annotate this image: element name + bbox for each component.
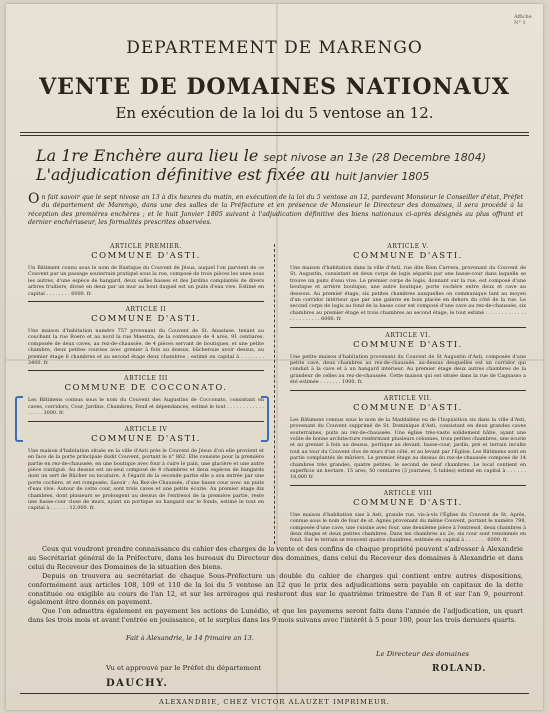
article-description: Une maison d'habitation sise à Asti, grande rue, vis-à-vis l'Église du Couvent de St. Après, connue sous le nom de four de st. Agnès provenant du même Couvent, portant le numéro 798, composée d'une cave, une cuisine avec four, une deuxième pièce à l'entresol, deux chambres à deux étages et deux petites chambres. Dans les chambres au 2e, six cour sont renommés en fond. Sur le terrain se trouvent quatre chambres, estimée en capital à . . . . . . . 6000. fr.	[290, 511, 526, 544]
conditions-paragraph: Ceux qui voudront prendre connaissance du cahier des charges de la vente et des confins de chaque propriété peuvent s'adresser à Alexandrie au Secrétariat général de la Préfecture, dans les bureaux du Directeur des domaines, dans celui du Receveur des domaines à Alexandrie et dans celui du Receveur des Domaines de la situation des biens.	[28, 545, 523, 571]
article-number: ARTICLE II	[125, 306, 167, 314]
article-block	[290, 332, 526, 386]
article-number: ARTICLE III	[124, 375, 168, 383]
article-separator	[28, 370, 264, 371]
article-commune: COMMUNE D'ASTI.	[91, 251, 201, 261]
final-adjudication-prefix: L'adjudication définitive est fixée au	[36, 165, 331, 184]
conditions-paragraph: Depuis on trouvera au secrétariat de chaque Sous-Préfecture un double du cahier de charges qui contient entre autres dispositions, conformément aux articles 108, 109 et 110 de la loi du 5 ventose an 12 que le prix des adjudications sera payable en capitaux de la dette constituée ou exigible au cours de l'an 12, et sur les arrérages qui resteront dus sur le quatrième trimestre de l'an 8 et sur l'an 9, pourront également être donnés en payement.	[28, 571, 523, 607]
director-label: Le Directeur des domaines	[376, 650, 469, 658]
archive-cote: Affiche N° 1	[514, 14, 532, 26]
approval-line: Vu et approuvé par le Préfet du département	[106, 664, 262, 672]
final-adjudication-date-handwritten: huit Janvier 1805	[335, 170, 430, 183]
article-commune: COMMUNE D'ASTI.	[353, 402, 463, 413]
article-separator	[290, 327, 526, 328]
article-description: Les Bâtimens connus sous le nom de la Maddalène ou de l'Inquisition sis dans la ville d'Asti, provenant du Couvent supprimé de St. Dominique d'Asti, consistant en deux grandes caves souterraines, puits au rez-de-chaussée. Une église très-vaste solidement bâtie, ayant une voûte de bonne architecture renfermant plusieurs colonnes, trois petites chambres, une écurie et au grenier à foin au dessus, portique au devant, basse-cour, jardin, pré et terrain inculte tout au tour du Couvent clos de murs d'un côté, et au levant par l'Église. Les Bâtimens sont en partie complantés de mûriers. Le premier étage au dessus du rez-de-chaussée composé de 14 chambres très grandes, quatre petites, le second de neuf chambres. Le local contient en superficie un hectare, 15 ares, 50 centiares (3 journées, 5 tables) estimé en capital à . . . . . . 18,000 fr.	[290, 416, 527, 481]
article-block	[290, 395, 526, 481]
article-description: Un Bâtiment connu sous le nom de Rustique du Couvent de Jésus, auquel l'on parvient de ce Couvent par un passage souterrain pratiqué sous la rue, composé de trois pièces les unes sous les autres, d'une espèce de hangard, deux salles basses et des Jardins complantés de divers arbres fruitiers, divisé en deux par un mur au bout duquel est un puits d'eau vive. Estimé en capital . . . . . . . . 6000. fr.	[28, 265, 264, 297]
article-block	[28, 426, 264, 512]
conditions-text	[28, 545, 523, 625]
article-separator	[28, 421, 264, 422]
article-description: Une maison d'habitation située en la ville d'Asti près le Couvent de Jésus d'où elle provient et en face de la porte principale dudit Couvent, portant le n° 862. Elle consiste pour la première partie en rez-de-chaussée, en une boutique avec four à cuire le pain, une glacière et une autre pièce contiguë. Au dessus est un-seul composé de 4 chambres et deux espèces de hangards dont un sert de Bûcher ou locataire. A l'égard de la seconde partie elle a son entrée par une porte cochère, et est composée, Savoir : Au Rez-de-Chaussée, d'une basse cour avec un puits d'eau vive. Autour de cette cour, sont trois caves et une petite écurie. Au premier étage dix chambres, dont plusieurs se prolongent au dessus de l'entresol de la première partie, reste une basse-cour close de murs, ayant un portique au hangard sur le fonds, estimé le tout en capital à . . . . . . 12,000. fr.	[28, 447, 264, 512]
article-commune: COMMUNE D'ASTI.	[91, 314, 201, 325]
preamble-drop-cap: O	[28, 191, 40, 207]
poster-title: VENTE DE DOMAINES NATIONAUX	[39, 74, 510, 100]
article-number: ARTICLE V.	[387, 243, 429, 250]
right-articles-column	[290, 243, 526, 544]
article-block	[290, 243, 526, 323]
article-separator	[290, 390, 526, 391]
final-adjudication-line	[36, 165, 429, 184]
article-commune: COMMUNE D'ASTI.	[353, 339, 463, 350]
conditions-paragraph: Que l'on admettra également en payement les actions de Lunédio, et que les payemens seront faits dans l'année de l'adjudication, un quart dans les trois mois et avant l'entrée en jouissance, et le surplus dans les 9 mois suivans avec l'intérêt à 5 pour 100, pour les trois derniers quarts.	[28, 607, 523, 625]
article-commune: COMMUNE D'ASTI.	[353, 251, 463, 261]
column-divider	[274, 244, 275, 544]
place-date-line: Fait à Alexandrie, le 14 frimaire an 13.	[126, 634, 254, 642]
article-number: ARTICLE IV	[124, 425, 168, 433]
left-articles-column	[28, 243, 264, 512]
article-description: Une petite maison d'habitation provenant du Couvent de St Augustin d'Asti, composée d'une petite cave, deux chambres au rez-de-chaussée, au-dessus desquelles est un corridor qui conduit à la cave et à un hangard intérieur. Au premier étage deux autres chambres de la grandeur de celles au rez-de-chaussée. Cette maison qui est située dans la rue de Cagnasso a été estimée . . . . . . . 1900. fr.	[290, 353, 526, 386]
article-commune: COMMUNE D'ASTI.	[353, 497, 463, 508]
article-number: ARTICLE VII.	[383, 394, 433, 402]
article-commune: COMMUNE DE COCCONATO.	[64, 383, 228, 394]
title-rule	[20, 132, 529, 133]
article-description: Les Bâtimens connus sous le nom du Couvent des Augustins de Cocconato, consistant en caves, corridors, Cour, Jardins, Chambres, Fenil et dépendances, estimé le tout . . . . . . . . . . . . . . . . . 3000. fr.	[28, 397, 264, 417]
article-commune: COMMUNE D'ASTI.	[91, 433, 201, 444]
article-number: ARTICLE VI.	[385, 331, 431, 339]
article-description: Une maison d'habitation dans la ville d'Asti, rue dite Rion Carrera, provenant du Couvent de St. Augustin, consistant en deux corps de logis séparés par une basse-cour dans laquelle se trouve un puits d'eau vive. Le premier corps de logis, donnant sur la rue, est composé d'une boutique et arrière boutique, une autre boutique, porte cochère entre deux et cave au dessous. Au premier étage, six petites chambres auxquelles on communique tant au moyen d'un corridor intérieur que par une galerie en bois placée en dehors du côté de la rue. Le second corps de logis au fond de la basse cour est composé d'une cave au rez-de-chaussée, six chambres au premier étage et trois chambres au second étage, le tout estimé . . . . . . . . . . . . . . . . . . . . . . . 6000. fr.	[290, 265, 526, 323]
article-block	[290, 490, 526, 544]
article-block	[28, 306, 264, 366]
imprint-rule	[20, 693, 529, 694]
article-separator	[28, 301, 264, 302]
article-block	[28, 243, 264, 297]
poster-sheet	[6, 4, 543, 710]
preamble-paragraph	[28, 191, 523, 227]
article-number: ARTICLE PREMIER.	[110, 243, 182, 250]
first-auction-date-handwritten: sept nivose an 13e (28 Decembre 1804)	[263, 151, 487, 164]
title-rule-double	[20, 135, 529, 136]
blue-pencil-bracket-left	[15, 396, 23, 442]
first-auction-line	[36, 146, 486, 165]
article-block	[28, 375, 264, 416]
article-description: Une maison d'habitation numéro 757 provenant du Couvent de St. Anastase, tenant au couchant la rue Roero et au nord la rue Maestra, de la contenance de 4 ares, 91 centiares, composée de deux caves, au rez-de-chaussée, de 4 pièces servant de boutiques, et une petite chambre, deux petites courses avec grenier à foin au dessus, bûcheroue avoir dessus, au premier étage 6 chambres et au second étage deux chambres ; estimé en capital à . . . . . . . 3400. fr.	[28, 328, 264, 367]
preamble-text: n fait savoir que le sept nivose an 13 à dix heures du matin, en exécution de la loi du 5 ventose an 12, pardevant Monsieur le Conseiller d'état, Préfet du département de Marengo, dans une des salles de la Préfecture et en présence de Monsieur le Directeur des domaines, il sera procédé à la réception des premières enchères ; et le huit Janvier 1805 suivant à l'adjudication définitive des biens nationaux ci-après désignés au plus offrant et dernier enchérisseur, les formalités prescrites observées.	[28, 194, 523, 226]
first-auction-prefix: La 1re Enchère aura lieu le	[36, 146, 259, 165]
law-reference: En exécution de la loi du 5 ventose an 12.	[115, 104, 434, 122]
blue-pencil-bracket-right	[261, 396, 269, 442]
prefect-name: DAUCHY.	[106, 678, 169, 689]
printer-imprint: ALEXANDRIE, CHEZ VICTOR ALAUZET IMPRIMEUR.	[159, 698, 390, 706]
article-separator	[290, 485, 526, 486]
department-heading: DEPARTEMENT DE MARENGO	[126, 38, 423, 58]
director-name: ROLAND.	[432, 664, 487, 674]
article-number: ARTICLE VIII	[383, 489, 433, 497]
